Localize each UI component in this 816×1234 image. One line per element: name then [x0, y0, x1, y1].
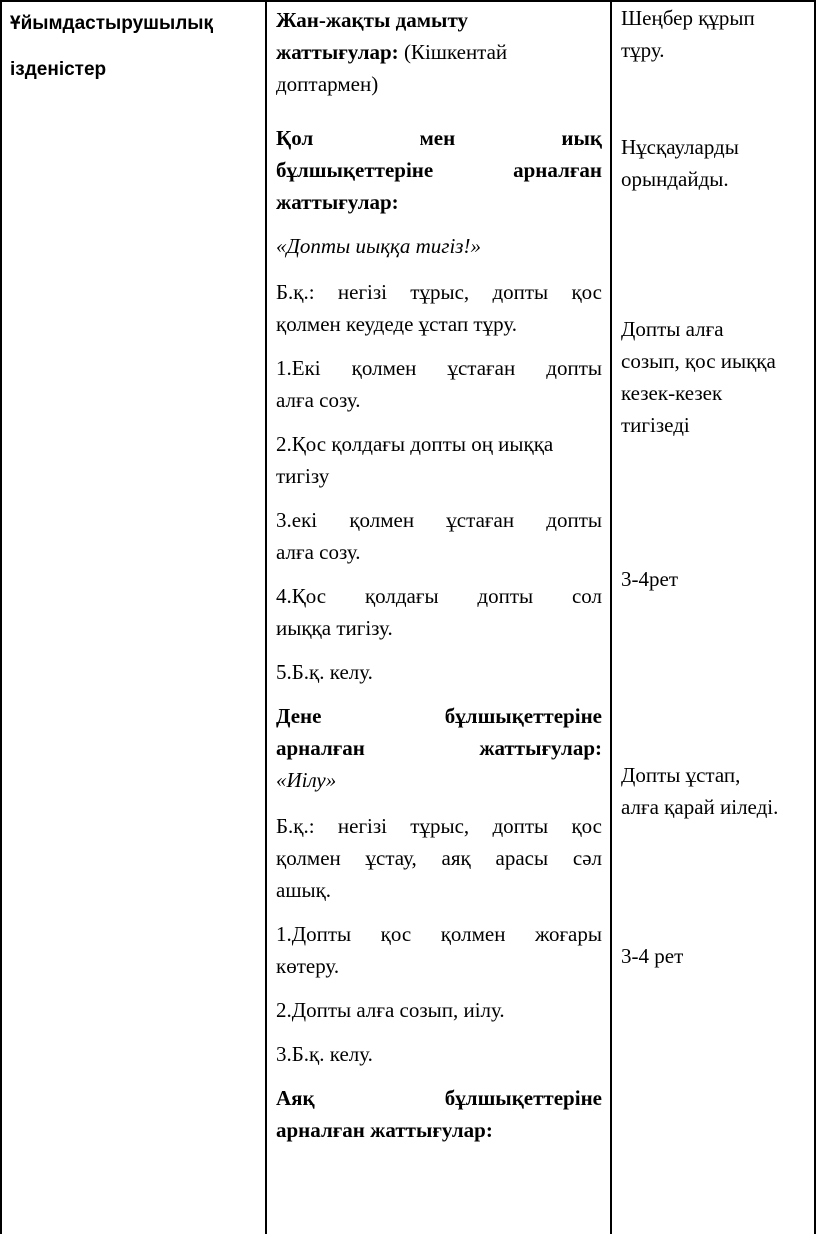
word: арналған	[276, 736, 365, 760]
col1-heading-line1: Ұйымдастырушылық	[10, 13, 214, 34]
column-divider-1	[265, 0, 267, 1234]
section-title-line2: жаттығулар:	[276, 40, 399, 64]
section-note-line3: доптармен)	[276, 72, 379, 96]
col1-heading-line2: ізденістер	[10, 59, 107, 80]
step3-line2: алға созу.	[276, 540, 361, 564]
arm-shoulder-heading-line1	[276, 122, 602, 154]
word: Қол	[276, 126, 314, 150]
column-organizational-search	[10, 4, 260, 90]
start-position-line2: қолмен кеудеде ұстап тұру.	[276, 312, 517, 336]
step1-line1: 1.Екі қолмен ұстаған допты	[276, 356, 602, 380]
word: жаттығулар:	[479, 736, 602, 760]
word: Аяқ	[276, 1086, 315, 1110]
arm-shoulder-heading-line2	[276, 154, 602, 186]
bend-step3: 3.Б.қ. келу.	[276, 1042, 373, 1066]
step1-line2: алға созу.	[276, 388, 361, 412]
repetitions-2	[621, 940, 683, 972]
step4-line2: иыққа тигізу.	[276, 616, 393, 640]
repetitions-1	[621, 563, 678, 595]
activity-bend-line1: Допты ұстап,	[621, 763, 741, 787]
start-position2-line2: қолмен ұстау, аяқ арасы сәл	[276, 846, 602, 870]
step4-line1: 4.Қос қолдағы допты сол	[276, 584, 602, 608]
exercise-name-bend: «Иілу»	[276, 768, 337, 792]
word: арналған	[513, 158, 602, 182]
activity-bend	[621, 759, 778, 823]
activity-touch-line2: созып, қос иыққа	[621, 349, 776, 373]
bend-step1-line1: 1.Допты қос қолмен жоғары	[276, 922, 602, 946]
bend-step2: 2.Допты алға созып, иілу.	[276, 998, 505, 1022]
table-left-border	[0, 0, 2, 1234]
activity-touch-line3: кезек-кезек	[621, 381, 723, 405]
step2-line1: 2.Қос қолдағы допты оң иыққа	[276, 432, 554, 456]
arm-shoulder-heading-line3: жаттығулар:	[276, 190, 399, 214]
activity-instructions	[621, 131, 739, 195]
exercise-name-touch-shoulder: «Допты иыққа тигіз!»	[276, 234, 481, 258]
section-general-development	[276, 4, 602, 36]
activity-touch-line1: Допты алға	[621, 317, 724, 341]
word: мен	[419, 126, 456, 150]
start-position2-line3: ашық.	[276, 878, 332, 902]
word: бұлшықеттеріне	[444, 1086, 602, 1110]
start-position-line1: Б.қ.: негізі тұрыс, допты қос	[276, 280, 602, 304]
word: бұлшықеттеріне	[276, 158, 434, 182]
repetitions-2-text: 3-4 рет	[621, 944, 684, 968]
column-exercises	[276, 4, 602, 1146]
activity-instructions-line2: орындайды.	[621, 167, 729, 191]
section-general-development-line2	[276, 36, 602, 68]
activity-bend-line2: алға қарай иіледі.	[621, 795, 779, 819]
word: Дене	[276, 704, 322, 728]
section-note: (Кішкентай	[398, 40, 508, 64]
body-heading-line1	[276, 700, 602, 732]
word: бұлшықеттеріне	[444, 704, 602, 728]
section-title-line1: Жан-жақты дамыту	[276, 8, 468, 32]
activity-instructions-line1: Нұсқауларды	[621, 135, 739, 159]
word: иық	[561, 126, 602, 150]
step3-line1: 3.екі қолмен ұстаған допты	[276, 508, 602, 532]
activity-touch-line4: тигізеді	[621, 413, 690, 437]
step2-line2: тигізу	[276, 464, 330, 488]
body-heading-line2	[276, 732, 602, 764]
legs-heading-line2: арналған жаттығулар:	[276, 1118, 493, 1142]
activity-circle-line2: тұру.	[621, 38, 665, 62]
bend-step1-line2: көтеру.	[276, 954, 340, 978]
column-divider-2	[610, 0, 612, 1234]
legs-heading-line1	[276, 1082, 602, 1114]
start-position2-line1: Б.қ.: негізі тұрыс, допты қос	[276, 814, 602, 838]
activity-circle-line1: Шеңбер құрып	[621, 6, 755, 30]
activity-circle	[621, 2, 755, 66]
step5: 5.Б.қ. келу.	[276, 660, 373, 684]
repetitions-1-text: 3-4рет	[621, 567, 678, 591]
activity-touch-shoulders	[621, 313, 776, 441]
